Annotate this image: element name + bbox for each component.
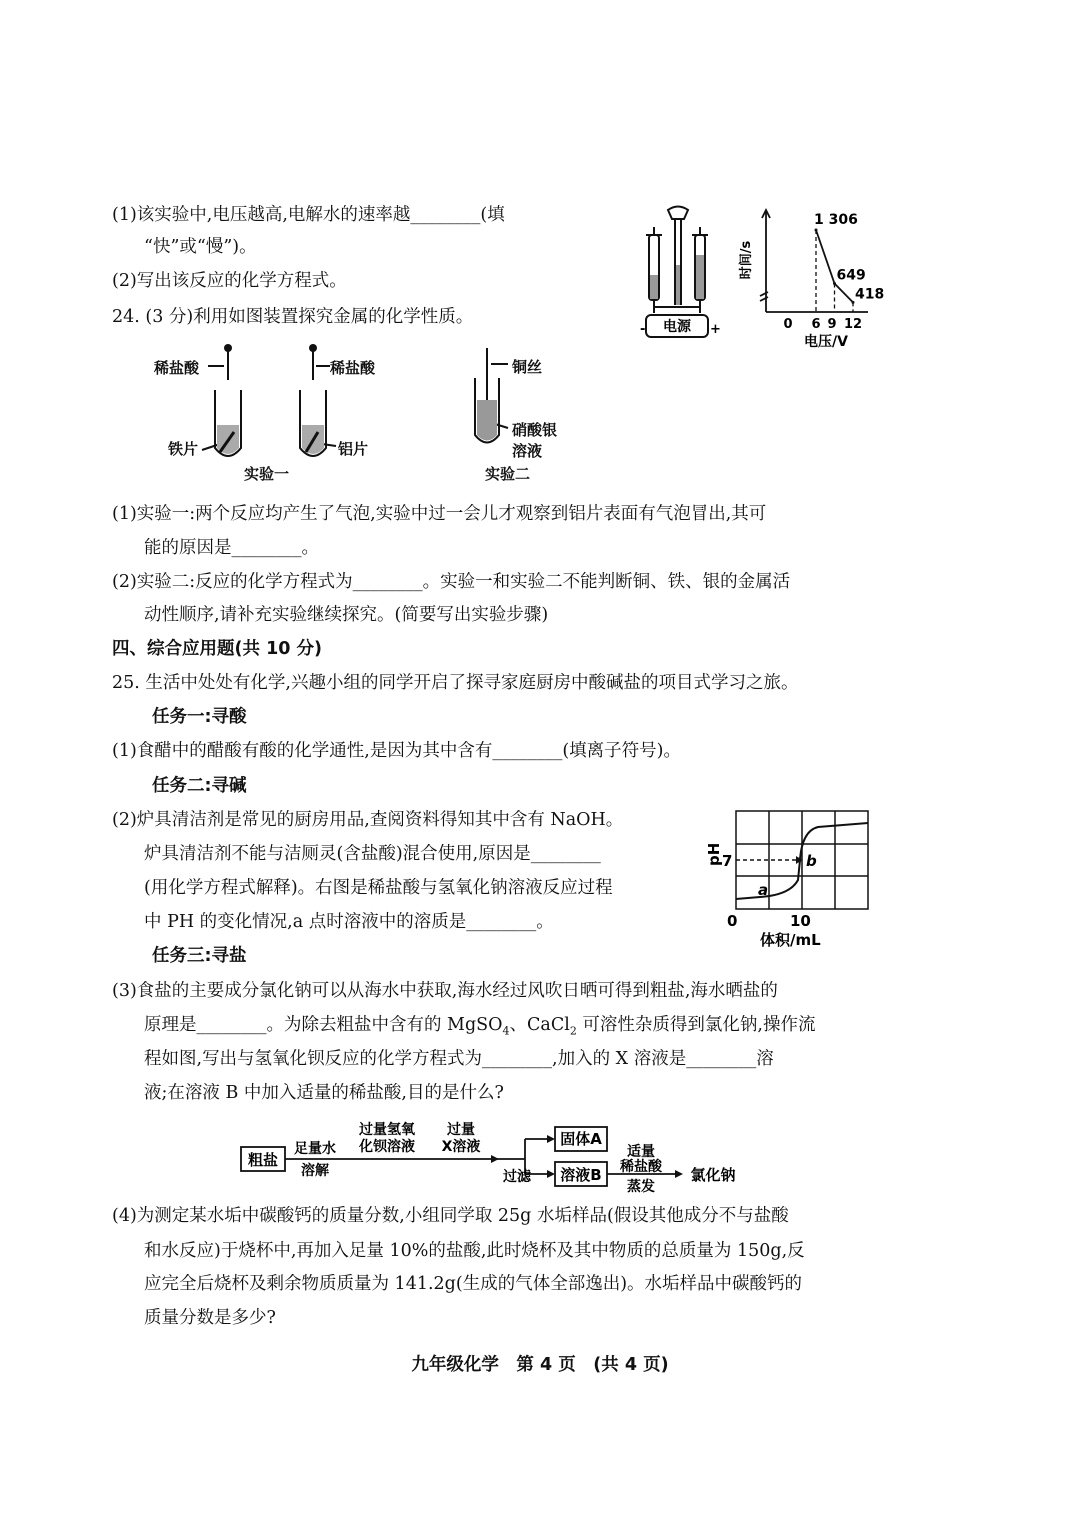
label-experiment-1: 实验一 xyxy=(244,465,290,483)
q25-part2-line3: (用化学方程式解释)。右图是稀盐酸与氢氧化钠溶液反应过程 xyxy=(144,878,613,898)
label-experiment-2: 实验二 xyxy=(485,465,531,483)
q25-part3-line3: 程如图,写出与氢氧化钡反应的化学方程式为________,加入的 X 溶液是________溶 xyxy=(144,1049,774,1069)
q24-part1-line2: 能的原因是________。 xyxy=(144,538,319,558)
flow-dissolve: 溶解 xyxy=(301,1163,329,1179)
q25-part3-sub-4: 4 xyxy=(502,1024,510,1038)
flow-hcl-1: 适量 xyxy=(627,1144,655,1160)
tick-label-0: 0 xyxy=(783,317,793,332)
data-point-0 xyxy=(815,229,818,232)
page-footer: 九年级化学 第 4 页 (共 4 页) xyxy=(411,1355,669,1375)
ph-seven-label: 7 xyxy=(722,852,733,870)
power-minus-label: - xyxy=(640,322,646,337)
q25-intro: 25. 生活中处处有化学,兴趣小组的同学开启了探寻家庭厨房中酸碱盐的项目式学习之旅。 xyxy=(112,673,799,693)
q25-part3-line2-b: 、CaCl xyxy=(509,1015,570,1035)
ph-x-label: 体积/mL xyxy=(760,931,821,949)
q25-part3-line2 xyxy=(144,1014,815,1043)
label-copper-wire: 铜丝 xyxy=(512,358,543,376)
q24-part2-line2: 动性顺序,请补充实验继续探究。(简要写出实验步骤) xyxy=(144,605,549,625)
q25-part3-line1: (3)食盐的主要成分氯化钠可以从海水中获取,海水经过风吹日晒可得到粗盐,海水晒盐的 xyxy=(112,981,778,1001)
label-dilute-hcl-2: 稀盐酸 xyxy=(330,359,376,377)
ph-change-chart xyxy=(700,805,880,955)
data-label-2: 418 xyxy=(855,286,885,303)
flow-solution-b: 溶液B xyxy=(560,1166,602,1184)
q23-part1-line2: “快”或“慢”)。 xyxy=(144,237,257,257)
q25-part1: (1)食醋中的醋酸有酸的化学通性,是因为其中含有________(填离子符号)。 xyxy=(112,741,682,761)
flow-x-2: X溶液 xyxy=(441,1139,481,1155)
flow-x-1: 过量 xyxy=(447,1122,475,1138)
data-label-0: 1 306 xyxy=(814,212,858,228)
q25-part4-line3: 应完全后烧杯及剩余物质质量为 141.2g(生成的气体全部逸出)。水垢样品中碳酸钙的 xyxy=(144,1274,803,1294)
flow-evaporate: 蒸发 xyxy=(627,1179,655,1195)
ph-x0-label: 0 xyxy=(727,912,738,930)
data-label-1: 649 xyxy=(836,267,866,284)
voltage-time-chart xyxy=(728,200,885,350)
q25-part3-line2-c: 可溶性杂质得到氯化钠,操作流 xyxy=(576,1015,816,1035)
ph-point-b: b xyxy=(806,852,817,870)
flow-hcl-2: 稀盐酸 xyxy=(620,1159,662,1175)
q25-part4-line4: 质量分数是多少? xyxy=(144,1308,276,1328)
q24-header: 24. (3 分)利用如图装置探究金属的化学性质。 xyxy=(112,307,474,327)
q24-part1-line1: (1)实验一:两个反应均产生了气泡,实验中过一会儿才观察到铝片表面有气泡冒出,其可 xyxy=(112,504,767,524)
flow-crude-salt: 粗盐 xyxy=(247,1151,279,1169)
series-segment-0 xyxy=(816,230,835,284)
flow-filter: 过滤 xyxy=(503,1169,531,1185)
ph-y-label: pH xyxy=(705,842,723,866)
q23-part1-line1: (1)该实验中,电压越高,电解水的速率越________(填 xyxy=(112,205,505,225)
q24-part2-line1: (2)实验二:反应的化学方程式为________。实验一和实验二不能判断铜、铁、银的金属活 xyxy=(112,572,791,592)
q25-part3-sub-2: 2 xyxy=(569,1024,577,1038)
power-supply-label: 电源 xyxy=(663,319,691,335)
label-aluminum-strip: 铝片 xyxy=(338,440,369,458)
flow-solid-a: 固体A xyxy=(560,1130,602,1148)
label-iron-strip: 铁片 xyxy=(168,440,199,458)
task-1-heading: 任务一:寻酸 xyxy=(152,707,247,727)
series-segment-1 xyxy=(835,284,854,303)
q25-part4-line1: (4)为测定某水垢中碳酸钙的质量分数,小组同学取 25g 水垢样品(假设其他成分不与盐酸 xyxy=(112,1206,789,1226)
label-dilute-hcl-1: 稀盐酸 xyxy=(154,359,200,377)
task-2-heading: 任务二:寻碱 xyxy=(152,776,247,796)
q25-part2-line4: 中 PH 的变化情况,a 点时溶液中的溶质是________。 xyxy=(144,912,554,932)
section-4-header: 四、综合应用题(共 10 分) xyxy=(112,639,323,659)
y-axis-label: 时间/s xyxy=(739,240,754,280)
x-axis-label: 电压/V xyxy=(804,334,848,350)
q23-part2: (2)写出该反应的化学方程式。 xyxy=(112,271,347,291)
q25-part2-line1: (2)炉具清洁剂是常见的厨房用品,查阅资料得知其中含有 NaOH。 xyxy=(112,810,624,830)
tick-label-6: 6 xyxy=(811,317,821,332)
ph-x10-label: 10 xyxy=(790,912,811,930)
q25-part3-line2-a: 原理是________。为除去粗盐中含有的 MgSO xyxy=(144,1015,503,1035)
flow-nacl: 氯化钠 xyxy=(690,1166,736,1184)
tick-label-9: 9 xyxy=(827,317,837,332)
q25-part3-line4: 液;在溶液 B 中加入适量的稀盐酸,目的是什么? xyxy=(144,1083,504,1103)
ph-point-b-dot xyxy=(797,858,802,863)
q25-part4-line2: 和水反应)于烧杯中,再加入足量 10%的盐酸,此时烧杯及其中物质的总质量为 150g,反 xyxy=(144,1241,805,1261)
task-3-heading: 任务三:寻盐 xyxy=(152,946,247,966)
label-silver-nitrate-2: 溶液 xyxy=(512,442,543,460)
q25-part2-line2: 炉具清洁剂不能与洁厕灵(含盐酸)混合使用,原因是________ xyxy=(144,844,601,864)
flow-water: 足量水 xyxy=(294,1141,336,1157)
power-plus-label: + xyxy=(710,322,721,337)
flow-baoh-1: 过量氢氧 xyxy=(359,1122,415,1138)
tick-label-12: 12 xyxy=(843,317,863,332)
flow-baoh-2: 化钡溶液 xyxy=(359,1139,415,1155)
label-silver-nitrate-1: 硝酸银 xyxy=(512,421,558,439)
purification-flowchart xyxy=(235,1118,795,1198)
ph-point-a: a xyxy=(758,881,769,899)
electrolysis-apparatus-figure xyxy=(640,205,720,345)
